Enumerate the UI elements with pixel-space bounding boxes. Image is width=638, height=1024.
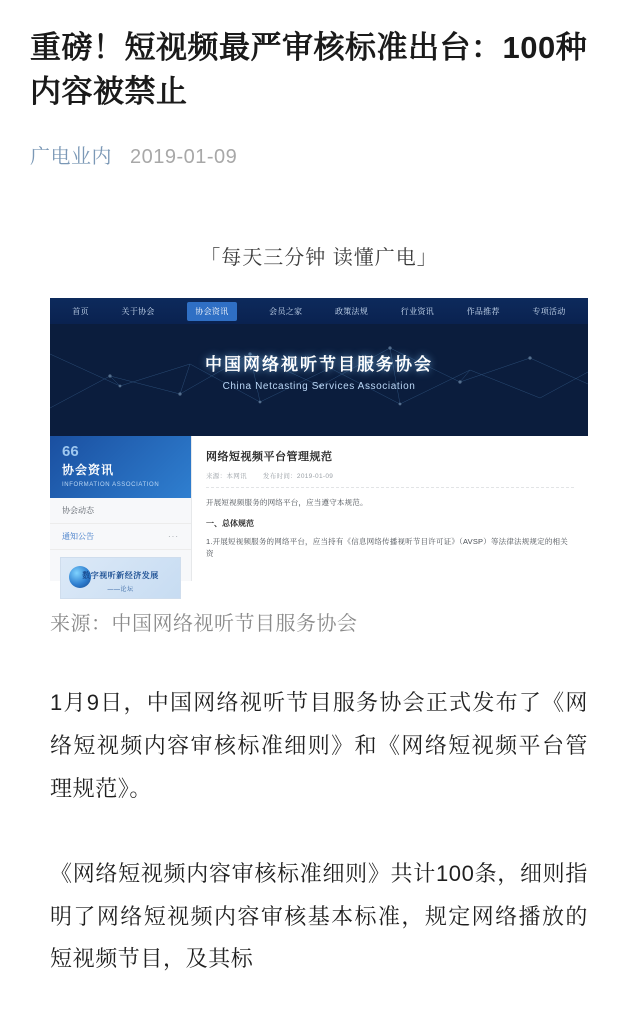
document-source: 来源：本网讯 <box>206 473 247 481</box>
document-date: 发布时间：2019-01-09 <box>262 473 334 481</box>
nav-item-activity: 专项活动 <box>532 306 566 316</box>
article-paragraph-2: 《网络短视频内容审核标准细则》共计100条，细则指明了网络短视频内容审核基本标准，规定网络播放的短视频节目，及其标 <box>50 860 588 972</box>
sidebar-item-dots: ··· <box>168 532 179 542</box>
article-author: 广电业内 <box>30 146 112 169</box>
sidebar-item-notice <box>50 524 191 550</box>
nav-item-works: 作品推荐 <box>466 306 500 316</box>
article-date: 2019-01-09 <box>130 146 238 169</box>
nav-item-members: 会员之家 <box>269 306 303 316</box>
article-slogan: 「每天三分钟 读懂广电」 <box>200 247 438 270</box>
article-meta <box>0 114 638 169</box>
sidebar-item-label: 协会动态 <box>62 506 94 516</box>
document-intro: 开展短视频服务的网络平台，应当遵守本规范。 <box>206 498 368 508</box>
document-title: 网络短视频平台管理规范 <box>206 451 333 464</box>
document-section-heading: 一、总体规范 <box>206 519 254 529</box>
figure-hero-banner <box>50 324 588 436</box>
sidebar-title-en: INFORMATION ASSOCIATION <box>62 482 160 489</box>
figure-hero-title <box>50 350 588 392</box>
sidebar-header <box>50 436 191 498</box>
quote-icon: 66 <box>62 443 79 461</box>
sidebar-promo-thumbnail <box>60 557 181 599</box>
hero-title-en: China Netcasting Services Association <box>222 381 416 393</box>
figure-sidebar <box>50 436 192 594</box>
embedded-screenshot <box>50 298 588 594</box>
figure-content <box>50 436 588 594</box>
nav-item-home: 首页 <box>72 306 89 316</box>
figure-site-nav <box>50 298 588 324</box>
document-meta <box>206 471 574 488</box>
promo-title: 数字视听新经济发展 ——论坛 <box>61 570 180 593</box>
document-clause: 1.开展短视频服务的网络平台，应当持有《信息网络传播视听节目许可证》（AVSP）等法律法规规定的相关资 <box>206 537 568 559</box>
sidebar-item-label: 通知公告 <box>62 532 94 542</box>
page-title: 重磅！短视频最严审核标准出台：100种内容被禁止 <box>30 30 588 110</box>
hero-title-cn: 中国网络视听节目服务协会 <box>205 355 433 375</box>
figure-caption: 来源：中国网络视听节目服务协会 <box>50 613 358 636</box>
article-paragraph-1: 1月9日，中国网络视听节目服务协会正式发布了《网络短视频内容审核标准细则》和《网络短视频平台管理规范》。 <box>50 690 588 801</box>
promo-subtitle: ——论坛 <box>107 587 134 594</box>
sidebar-title-cn: 协会资讯 <box>62 463 115 478</box>
nav-item-policy: 政策法规 <box>334 306 369 316</box>
nav-item-industry: 行业资讯 <box>400 306 434 316</box>
sidebar-item-dynamics <box>50 498 191 524</box>
figure-document-panel <box>192 436 588 581</box>
nav-item-news: 协会资讯 <box>187 302 236 321</box>
nav-item-about: 关于协会 <box>121 306 155 316</box>
